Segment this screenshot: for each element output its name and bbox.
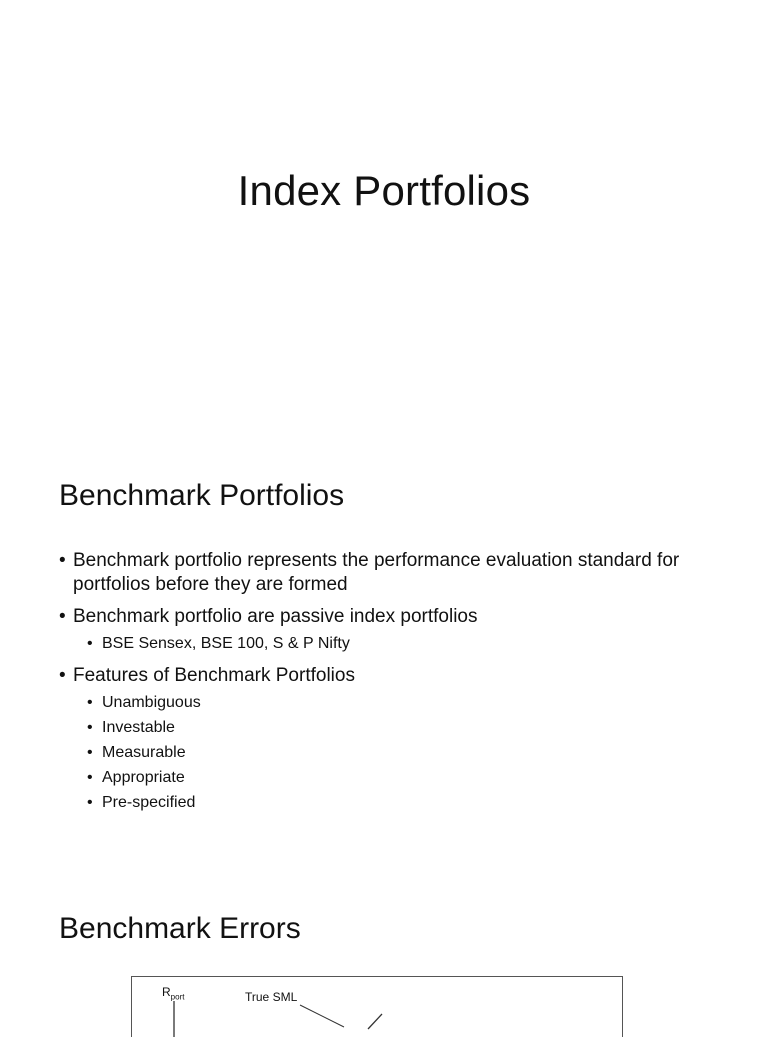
feature-item: • Pre-specified	[87, 790, 729, 815]
feature-item: • Investable	[87, 715, 729, 740]
feature-item: • Appropriate	[87, 765, 729, 790]
figure-lines	[132, 977, 622, 1037]
feature-item: • Measurable	[87, 740, 729, 765]
y-axis-label: $R_{port}$	[162, 985, 185, 1002]
bullet-item: • Benchmark portfolio represents the performance evaluation standard for portfolios before they are formed	[59, 549, 729, 597]
benchmark-bullet-list	[59, 549, 729, 823]
bullet-text: Benchmark portfolio are passive index portfolios	[73, 606, 478, 627]
section-title-benchmark-errors: Benchmark Errors	[59, 912, 301, 945]
section-title-benchmark-portfolios: Benchmark Portfolios	[59, 479, 345, 512]
bullet-item	[59, 664, 729, 815]
benchmark-error-figure	[131, 976, 623, 1037]
feature-item: • Unambiguous	[87, 690, 729, 715]
bullet-item	[59, 605, 729, 656]
sub-bullet-list	[73, 631, 729, 656]
feature-sub-list	[73, 690, 729, 815]
sub-bullet-item: • BSE Sensex, BSE 100, S & P Nifty	[87, 631, 729, 656]
bullet-text: Features of Benchmark Portfolios	[73, 665, 355, 686]
slide-title: Index Portfolios	[237, 167, 531, 214]
true-sml-label: True SML	[245, 990, 298, 1004]
true-sml-line	[368, 1014, 382, 1029]
